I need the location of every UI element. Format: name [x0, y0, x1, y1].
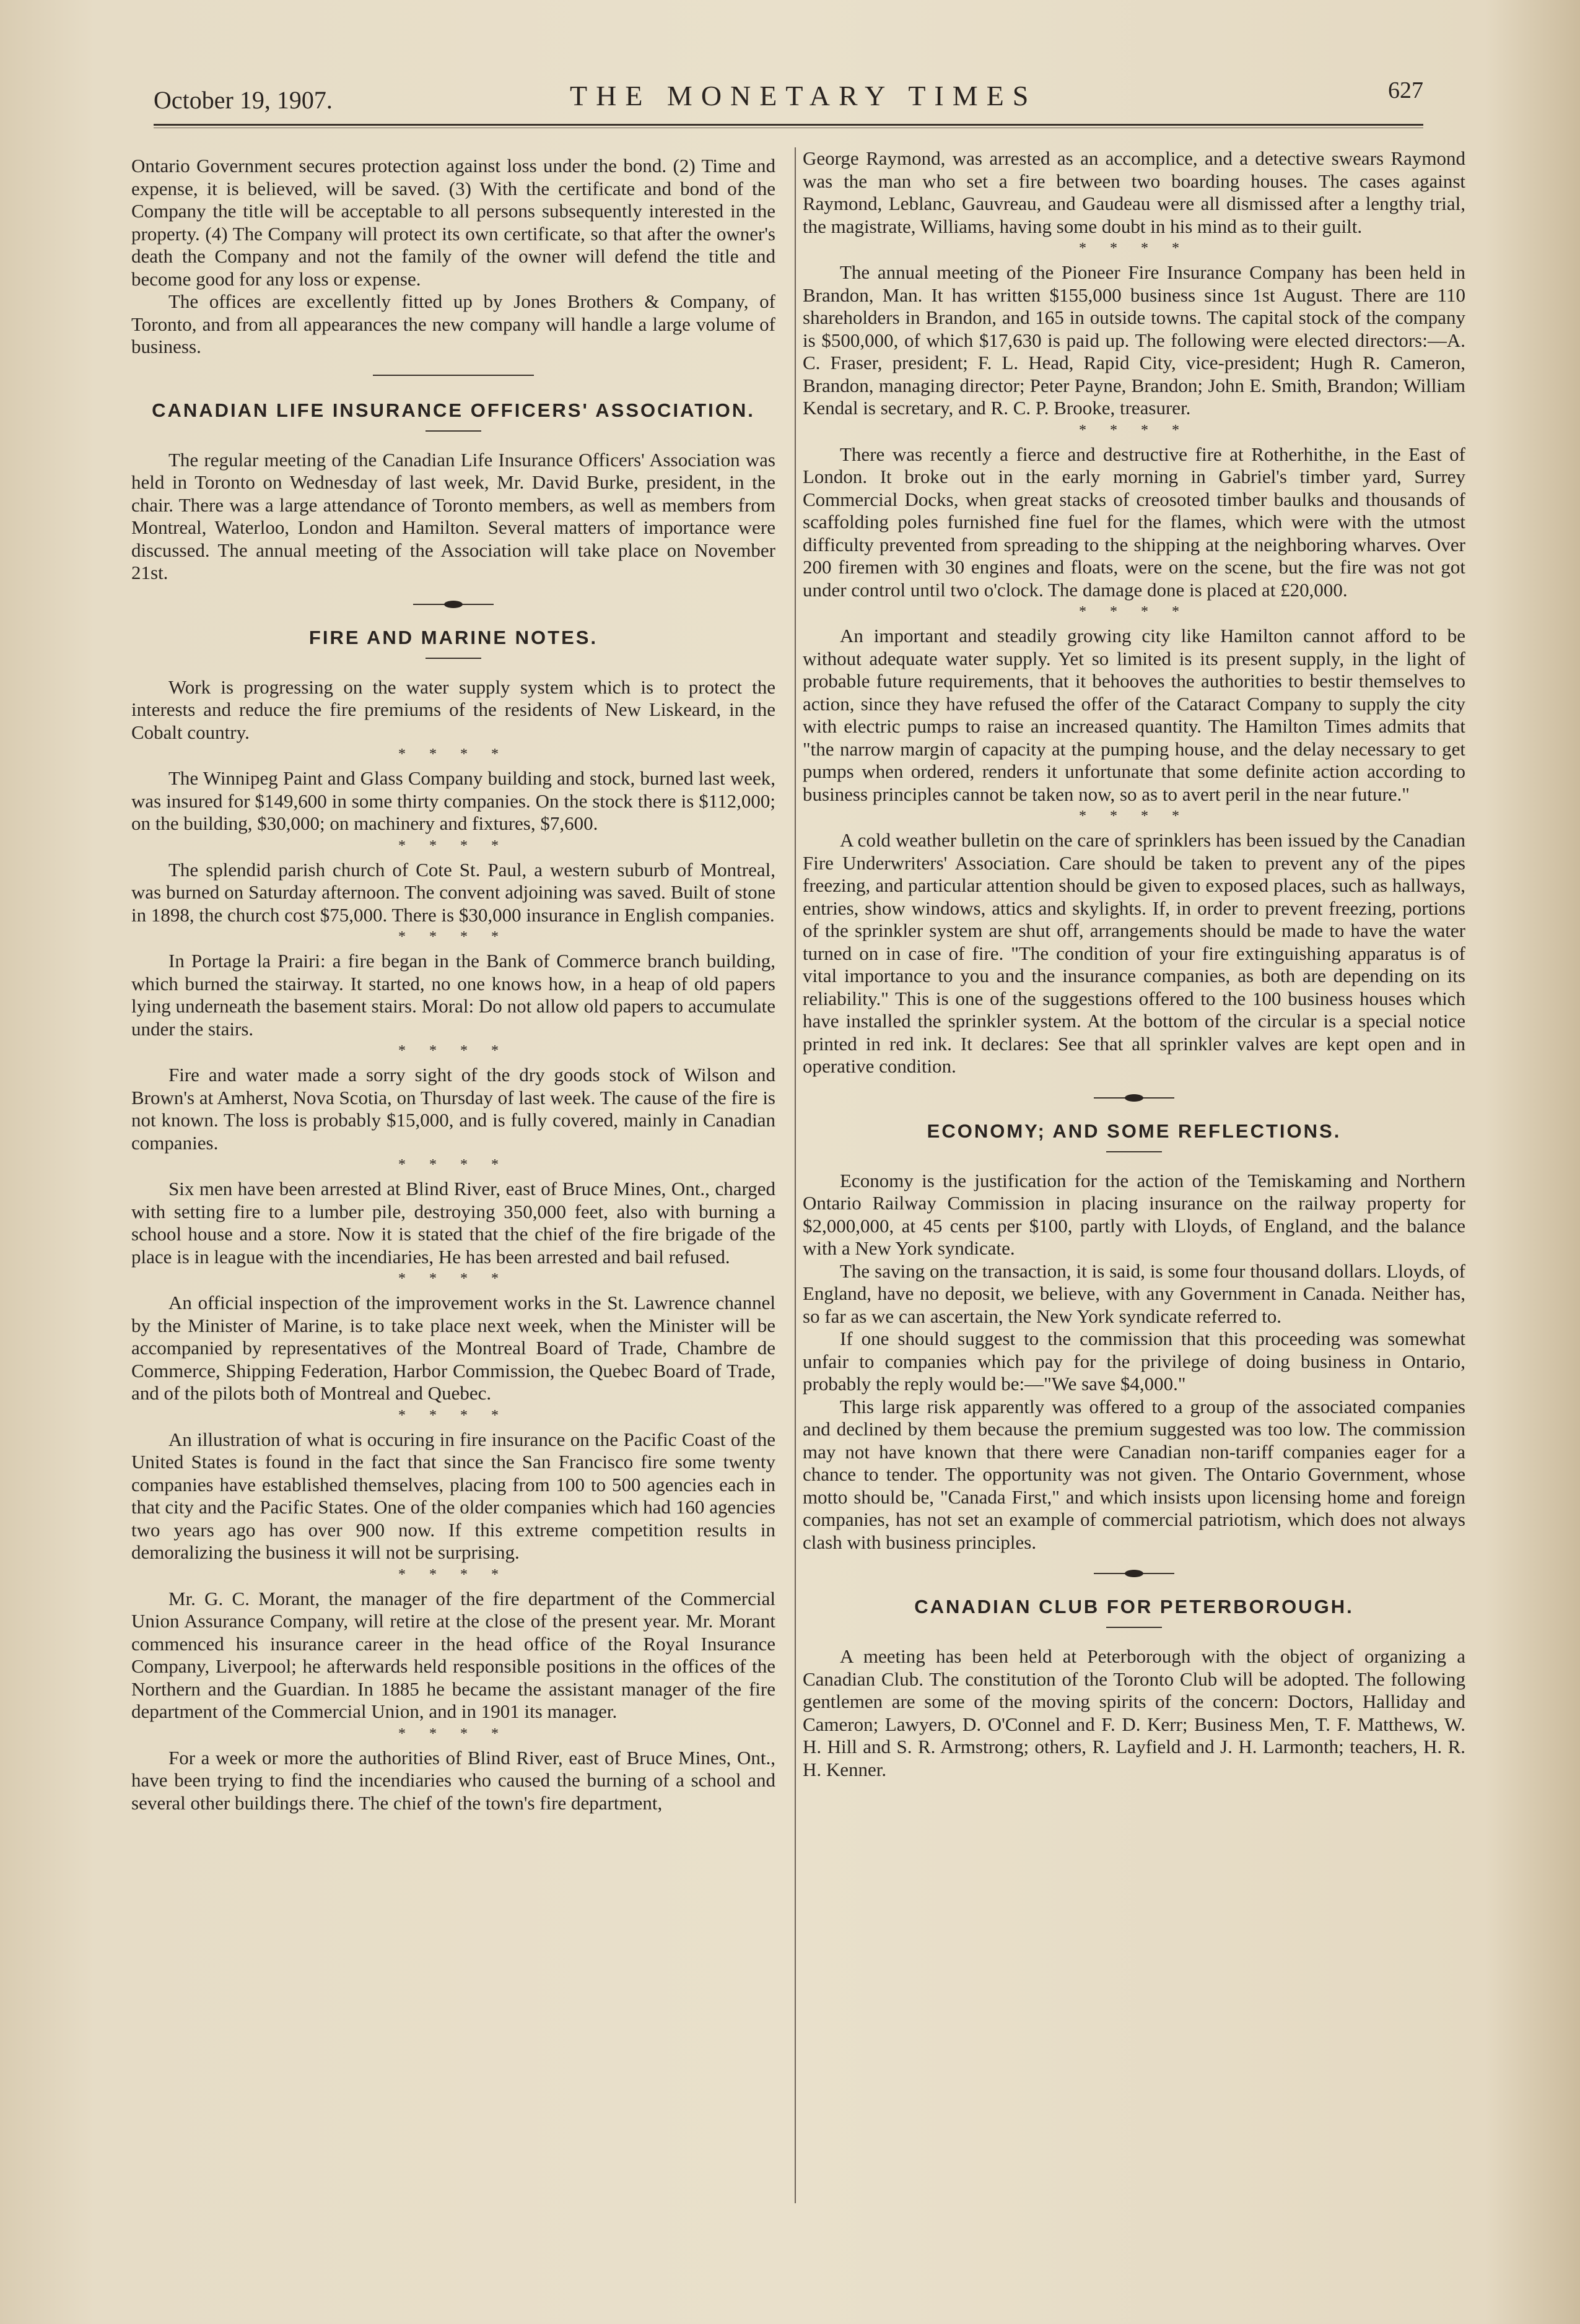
article-paragraph: For a week or more the authorities of Blind River, east of Bruce Mines, Ont., have been trying to find the incendiaries who caused the burning of a school and several other buildings there. The chief of the town's fire department, [131, 1746, 775, 1814]
section-heading: FIRE AND MARINE NOTES. [308, 626, 598, 648]
heading-rule [1106, 1151, 1162, 1152]
heading-rule [426, 658, 481, 659]
article-paragraph: George Raymond, was arrested as an accomplice, and a detective swears Raymond was the man who set a fire between two boarding houses. The cases against Raymond, Leblanc, Gauvreau, and Gaudeau were all dismissed after a lengthy trial, the magistrate, Williams, having some doubt in his mind as to their guilt. [803, 147, 1465, 237]
article-paragraph: Six men have been arrested at Blind River, east of Bruce Mines, Ont., charged with setting fire to a lumber pile, destroying 350,000 feet, also with burning a school house and a store. Now it is stated that the chief of the fire brigade of the place is in league with the incendiaries, He has been arrested and bail refused. [131, 1178, 775, 1268]
column-divider [795, 147, 796, 2203]
section-divider [373, 375, 534, 376]
star-separator: * * * * [1079, 808, 1189, 824]
article-paragraph: The saving on the transaction, it is said, is some four thousand dollars. Lloyds, of England, have no deposit, we believe, with any Government in Canada. Neither has, so far as we can ascertain, the New York syndicate referred to. [803, 1260, 1465, 1327]
star-separator: * * * * [1079, 604, 1189, 620]
article-paragraph: An illustration of what is occuring in fire insurance on the Pacific Coast of the United States is found in the fact that since the San Francisco fire some twenty companies have established themselves, placing from 100 to 500 agencies each in that city and the Pacific States. One of the older companies which had 160 agencies two years ago has over 900 now. If this extreme competition results in demoralizing the business it will not be surprising. [131, 1428, 775, 1563]
star-separator: * * * * [398, 837, 508, 854]
ornament-divider [413, 601, 494, 608]
page-number: 627 [1388, 77, 1423, 103]
publication-title: THE MONETARY TIMES [570, 80, 1037, 111]
star-separator: * * * * [1079, 240, 1189, 256]
header-rule [154, 124, 1423, 126]
heading-rule [426, 430, 481, 432]
article-paragraph: Fire and water made a sorry sight of the dry goods stock of Wilson and Brown's at Amherst, Nova Scotia, on Thursday of last week. The cause of the fire is not known. The loss is probably $15,000, and is fully covered, mainly in Canadian companies. [131, 1064, 775, 1154]
issue-date: October 19, 1907. [154, 86, 333, 114]
ornament-divider [1094, 1094, 1174, 1102]
star-separator: * * * * [398, 929, 508, 945]
article-paragraph: A meeting has been held at Peterborough with the object of organizing a Canadian Club. The constitution of the Toronto Club will be adopted. The following gentlemen are some of the moving spirits of the concern: Doctors, Halliday and Cameron; Lawyers, D. O'Connel and F. D. Kerr; Business Men, T. F. Matthews, W. H. Hill and S. R. Armstrong; others, R. Layfield and J. H. Larmonth; teachers, H. R. H. Kenner. [803, 1645, 1465, 1780]
left-column [131, 155, 775, 1814]
star-separator: * * * * [398, 1566, 508, 1583]
section-heading: CANADIAN CLUB FOR PETERBOROUGH. [914, 1596, 1354, 1617]
right-column [803, 147, 1465, 1781]
article-paragraph: The offices are excellently fitted up by Jones Brothers & Company, of Toronto, and from all appearances the new company will handle a large volume of business. [131, 290, 775, 357]
article-paragraph: Mr. G. C. Morant, the manager of the fire department of the Commercial Union Assurance Company, will retire at the close of the present year. Mr. Morant commenced his insurance career in the head office of the Royal Insurance Company, Liverpool; he afterwards held responsible positions in the offices of the Northern and the Guardian. In 1885 he became the assistant manager of the fire department of the Commercial Union, and in 1901 its manager. [131, 1587, 775, 1722]
article-paragraph: An official inspection of the improvement works in the St. Lawrence channel by the Minister of Marine, is to take place next week, when the Minister will be accompanied by representatives of the Montreal Board of Trade, Chambre de Commerce, Shipping Federation, Harbor Commission, the Quebec Board of Trade, and of the pilots both of Montreal and Quebec. [131, 1292, 775, 1404]
article-paragraph: A cold weather bulletin on the care of sprinklers has been issued by the Canadian Fire Underwriters' Association. Care should be taken to prevent any of the pipes freezing, and particular attention should be given to exposed places, such as hallways, entries, show windows, attics and skylights. If, in order to prevent freezing, portions of the sprinkler system are shut off, arrangements should be made to have the water turned on in case of fire. "The condition of your fire extinguishing apparatus is of vital importance to you and the insurance companies, as both are depending on its reliability." This is one of the suggestions offered to the 100 business houses which have installed the sprinkler system. At the bottom of the circular is a special notice printed in red ink. It declares: See that all sprinkler valves are kept open and in operative condition. [803, 829, 1465, 1077]
article-paragraph: The annual meeting of the Pioneer Fire Insurance Company has been held in Brandon, Man. It has written $155,000 business since 1st August. There are 110 shareholders in Brandon, and 165 in outside towns. The capital stock of the company is $500,000, of which $17,630 is paid up. The following were elected directors:—A. C. Fraser, president; F. L. Head, Rapid City, vice-president; Hugh R. Cameron, Brandon, managing director; Peter Payne, Brandon; John E. Smith, Brandon; William Kendal is secretary, and R. C. P. Brooke, treasurer. [803, 261, 1465, 419]
page-header [154, 73, 1423, 123]
article-paragraph: This large risk apparently was offered to a group of the associated companies and declined by them because the premium suggested was too low. The commission may not have known that there were Canadian non-tariff companies eager for a chance to tender. The opportunity was not given. The Ontario Government, whose motto should be, "Canada First," and which insists upon licensing home and foreign companies, has not set an example of commercial patriotism, which does not always clash with business principles. [803, 1395, 1465, 1553]
section-heading: CANADIAN LIFE INSURANCE OFFICERS' ASSOCIATION. [152, 399, 755, 421]
star-separator: * * * * [398, 746, 508, 762]
article-paragraph: Work is progressing on the water supply system which is to protect the interests and reduce the fire premiums of the residents of New Liskeard, in the Cobalt country. [131, 676, 775, 743]
article-paragraph: There was recently a fierce and destructive fire at Rotherhithe, in the East of London. It broke out in the early morning in Gabriel's timber yard, Surrey Commercial Docks, when great stacks of creosoted timber baulks and thousands of scaffolding poles furnished fine fuel for the flames, which were with the utmost difficulty prevented from spreading to the shipping at the neighboring wharves. Over 200 firemen with 30 engines and floats, were on the scene, but the fire was not got under control until two o'clock. The damage done is placed at £20,000. [803, 443, 1465, 601]
article-paragraph: Economy is the justification for the action of the Temiskaming and Northern Ontario Railway Commission in placing insurance on the railway property for $2,000,000, at 45 cents per $100, partly with Lloyds, of England, and the balance with a New York syndicate. [803, 1169, 1465, 1259]
article-paragraph: In Portage la Prairi: a fire began in the Bank of Commerce branch building, which burned the stairway. It started, no one knows how, in a heap of old papers lying underneath the basement stairs. Moral: Do not allow old papers to accumulate under the stairs. [131, 950, 775, 1040]
heading-rule [1106, 1627, 1162, 1628]
star-separator: * * * * [398, 1407, 508, 1424]
article-paragraph: The Winnipeg Paint and Glass Company building and stock, burned last week, was insured for $149,600 in some thirty companies. On the stock there is $112,000; on the building, $30,000; on machinery and fixtures, $7,600. [131, 767, 775, 834]
section-heading: ECONOMY; AND SOME REFLECTIONS. [927, 1120, 1342, 1142]
star-separator: * * * * [398, 1043, 508, 1059]
article-paragraph: An important and steadily growing city like Hamilton cannot afford to be without adequate water supply. Yet so limited is its present supply, in the light of probable future requirements, that it behooves the authorities to bestir themselves to action, since they have refused the offer of the Cataract Company to supply the city with electric pumps to raise an increased quantity. The Hamilton Times admits that "the narrow margin of capacity at the pumping house, and the delay necessary to get pumps when ordered, renders it unfortunate that some definite action according to business principles cannot be taken now, so as to avert peril in the near future." [803, 625, 1465, 805]
article-paragraph: The splendid parish church of Cote St. Paul, a western suburb of Montreal, was burned on Saturday afternoon. The convent adjoining was saved. Built of stone in 1898, the church cost $75,000. There is $30,000 insurance in English companies. [131, 858, 775, 926]
star-separator: * * * * [398, 1725, 508, 1742]
star-separator: * * * * [398, 1271, 508, 1287]
star-separator: * * * * [398, 1157, 508, 1173]
article-paragraph: Ontario Government secures protection against loss under the bond. (2) Time and expense, it is believed, will be saved. (3) With the certificate and bond of the Company the title will be acceptable to all persons subsequently interested in the property. (4) The Company will protect its own certificate, so that after the owner's death the Company and not the family of the owner will defend the title and become good for any loss or expense. [131, 155, 775, 290]
ornament-divider [1094, 1570, 1174, 1577]
article-paragraph: If one should suggest to the commission that this proceeding was somewhat unfair to companies which pay for the privilege of doing business in Ontario, probably the reply would be:—"We save $4,000." [803, 1328, 1465, 1395]
article-paragraph: The regular meeting of the Canadian Life Insurance Officers' Association was held in Toronto on Wednesday of last week, Mr. David Burke, president, in the chair. There was a large attendance of Toronto members, as well as members from Montreal, Waterloo, London and Hamilton. Several matters of importance were discussed. The annual meeting of the Association will take place on November 21st. [131, 448, 775, 583]
star-separator: * * * * [1079, 422, 1189, 438]
